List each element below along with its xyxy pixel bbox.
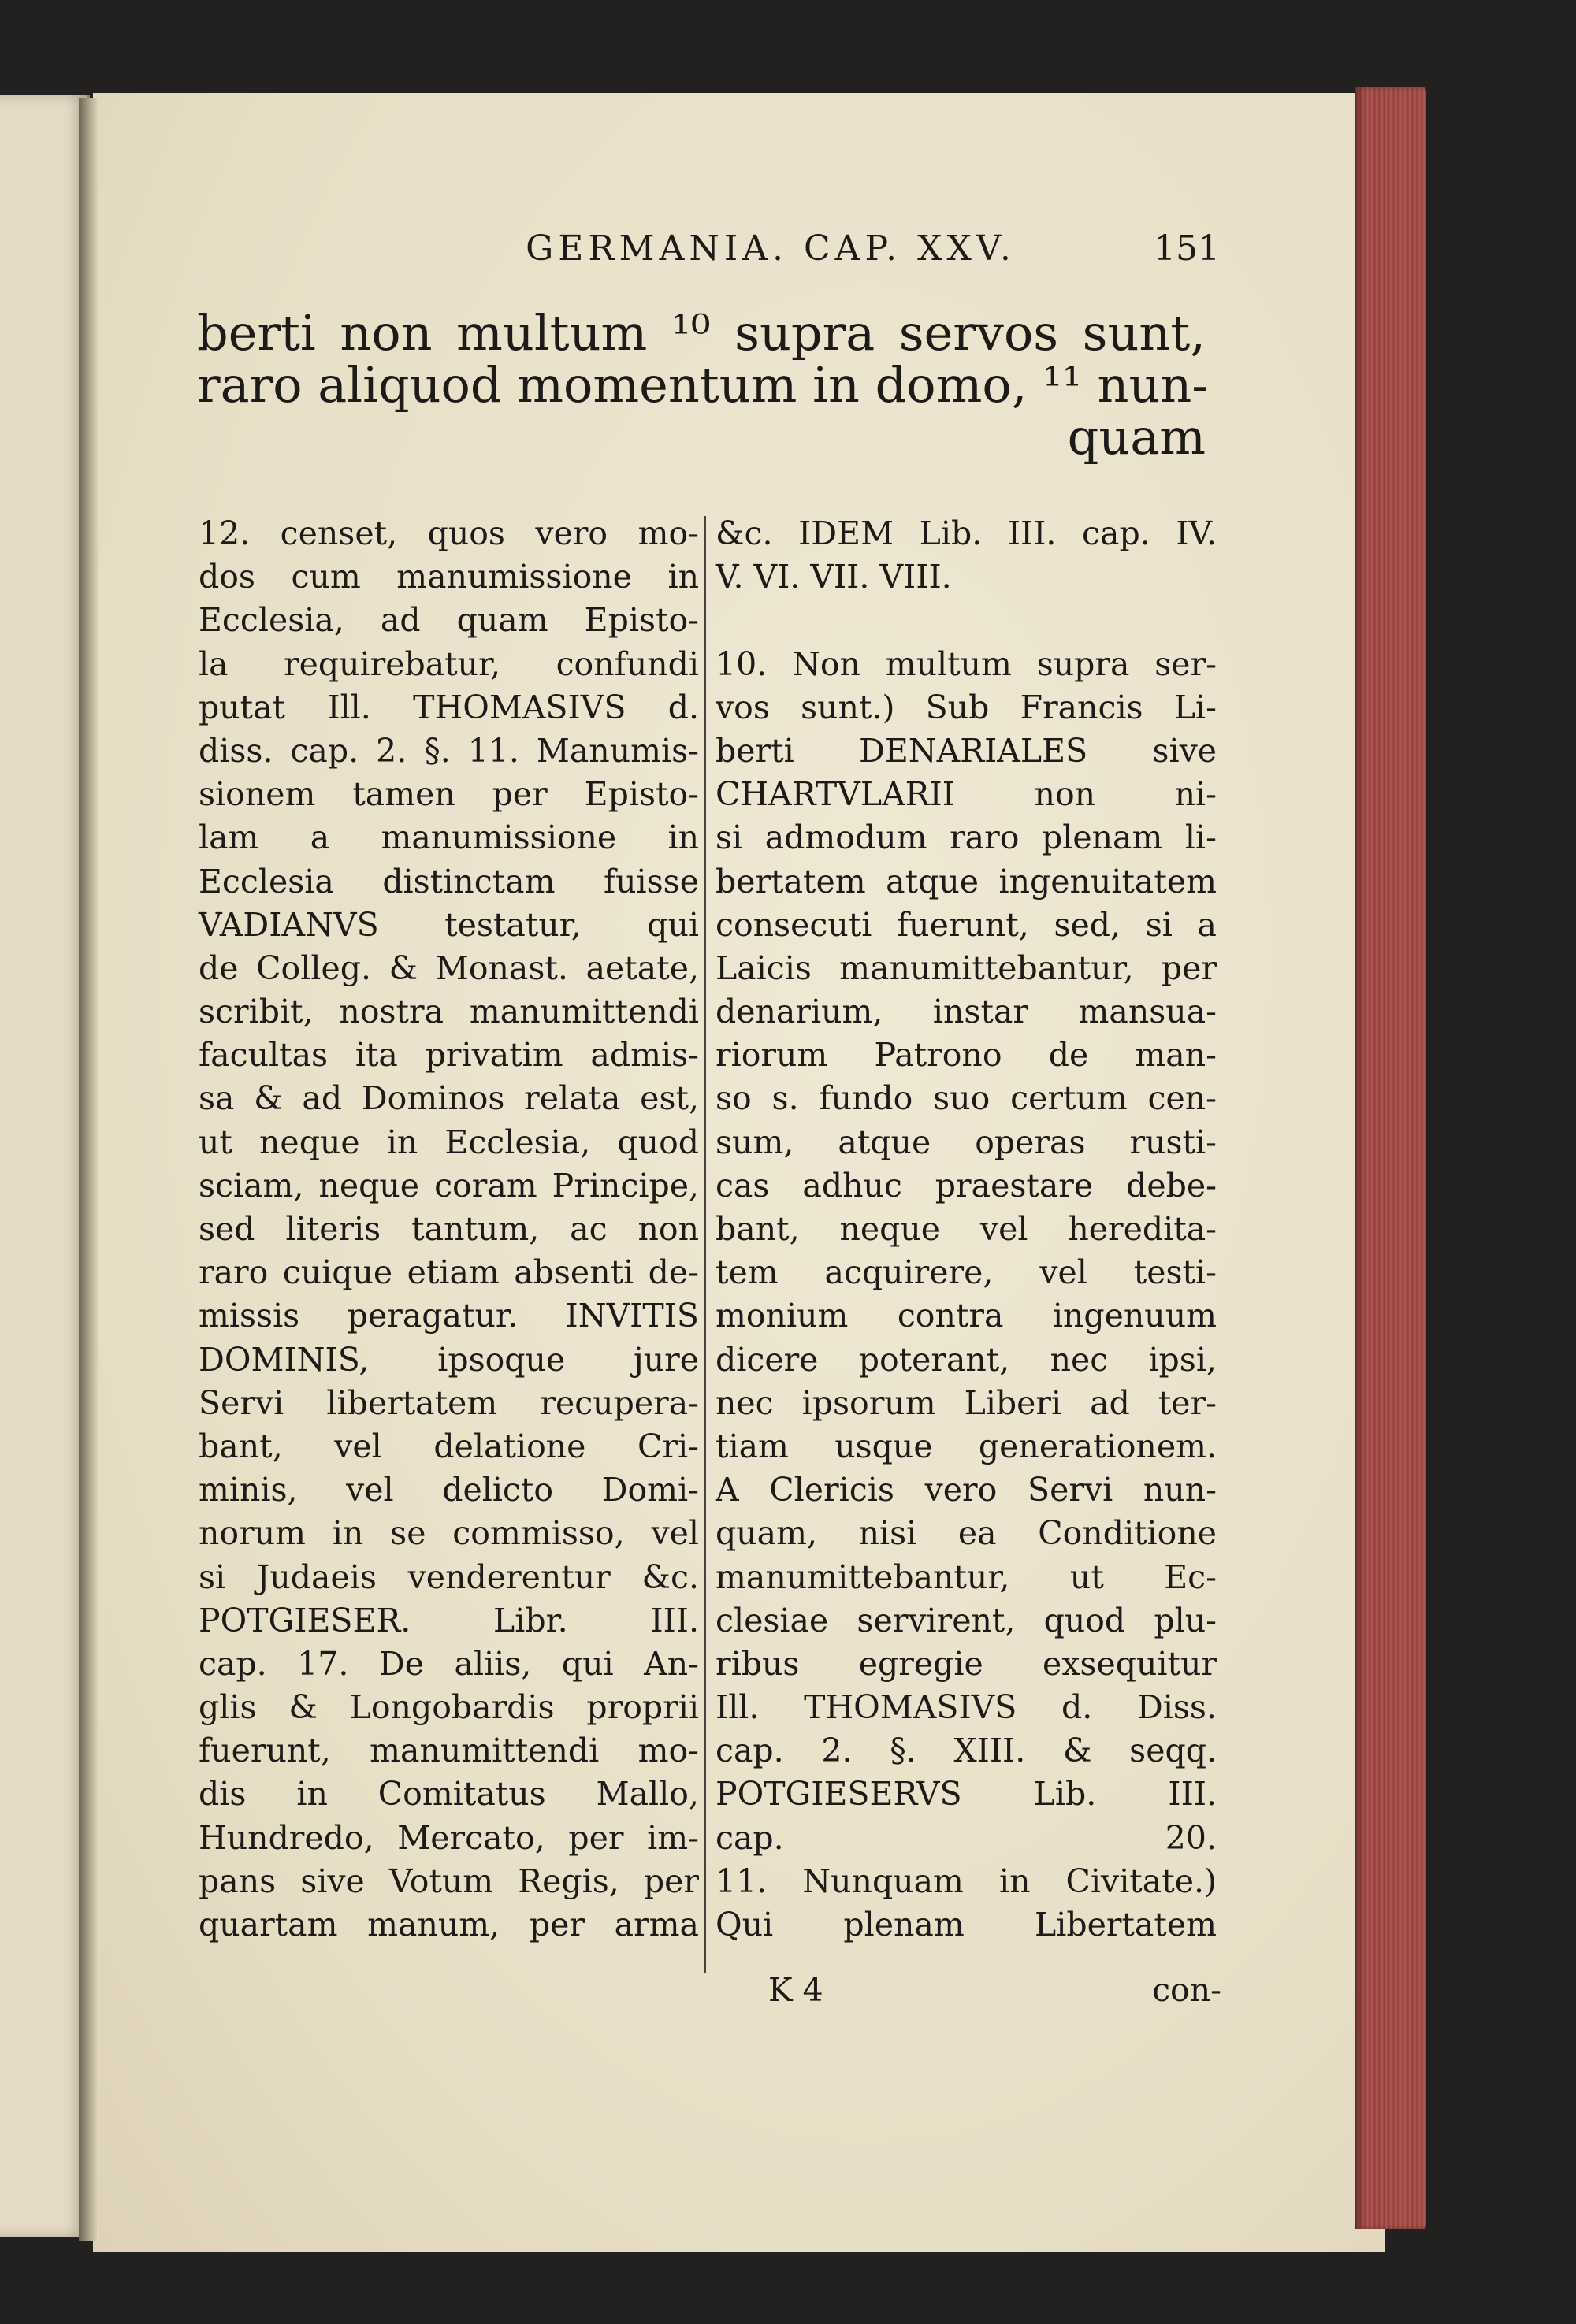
note-line: DOMINIS, ipsoque jure	[199, 1340, 699, 1379]
note-line: VADIANVS testatur, qui	[199, 905, 699, 944]
note-line: vos sunt.) Sub Francis Li-	[716, 688, 1217, 726]
catchword: con-	[1152, 1971, 1221, 2009]
note-line: sciam, neque coram Principe,	[199, 1166, 699, 1205]
note-line: sionem tamen per Episto-	[199, 775, 699, 814]
note-line: la requirebatur, confundi	[199, 644, 699, 683]
main-text-line: berti non multum ¹⁰ supra servos sunt,	[197, 304, 1206, 362]
note-line: so s. fundo suo certum cen-	[716, 1079, 1217, 1118]
note-line: &c. IDEM Lib. III. cap. IV.	[716, 514, 1217, 552]
note-line: berti DENARIALES sive	[716, 731, 1217, 770]
note-line: sa & ad Dominos relata est,	[199, 1079, 699, 1118]
note-line: monium contra ingenuum	[716, 1297, 1217, 1335]
paragraph-gap	[716, 599, 1217, 642]
note-line: sed literis tantum, ac non	[199, 1210, 699, 1248]
note-line: clesiae servirent, quod plu-	[716, 1601, 1217, 1639]
previous-page-edge	[0, 95, 90, 2237]
note-line: Qui plenam Libertatem	[716, 1906, 1217, 1943]
note-line: 11. Nunquam in Civitate.)	[716, 1862, 1217, 1900]
note-line: facultas ita privatim admis-	[199, 1036, 699, 1075]
note-line: Ecclesia, ad quam Episto-	[199, 601, 699, 640]
note-line: diss. cap. 2. §. 11. Manumis-	[199, 731, 699, 770]
note-line: minis, vel delicto Domi-	[199, 1471, 699, 1509]
note-line: manumittebantur, ut Ec-	[716, 1557, 1217, 1596]
note-line: Servi libertatem recupera-	[199, 1383, 699, 1422]
main-text-line: raro aliquod momentum in domo, ¹¹ nun-	[197, 356, 1209, 414]
note-line: denarium, instar mansua-	[716, 993, 1217, 1031]
note-line: si Judaeis venderentur &c.	[199, 1557, 699, 1596]
note-line: putat Ill. THOMASIVS d.	[199, 688, 699, 726]
main-text-line: quam	[1067, 408, 1206, 466]
note-line: ut neque in Ecclesia, quod	[199, 1123, 699, 1161]
book-gutter	[79, 98, 99, 2241]
note-line: POTGIESERVS Lib. III.	[716, 1775, 1217, 1814]
note-line: tem acquirere, vel testi-	[716, 1253, 1217, 1292]
note-line: si admodum raro plenam li-	[716, 819, 1217, 857]
right-notes-column	[716, 512, 1217, 1947]
note-line: raro cuique etiam absenti de-	[199, 1253, 699, 1292]
note-line: nec ipsorum Liberi ad ter-	[716, 1383, 1217, 1422]
note-line: quartam manum, per arma	[199, 1906, 699, 1943]
note-line: Ill. THOMASIVS d. Diss.	[716, 1688, 1217, 1727]
note-line: de Colleg. & Monast. aetate,	[199, 949, 699, 987]
note-line: 10. Non multum supra ser-	[716, 644, 1217, 683]
note-line: fuerunt, manumittendi mo-	[199, 1732, 699, 1770]
note-line: scribit, nostra manumittendi	[199, 993, 699, 1031]
note-line: cas adhuc praestare debe-	[716, 1166, 1217, 1205]
note-line: Ecclesia distinctam fuisse	[199, 862, 699, 900]
note-line: CHARTVLARII non ni-	[716, 775, 1217, 814]
note-line: norum in se commisso, vel	[199, 1514, 699, 1553]
red-page-edges	[1355, 87, 1426, 2229]
note-line: dicere poterant, nec ipsi,	[716, 1340, 1217, 1379]
note-line: dis in Comitatus Mallo,	[199, 1775, 699, 1814]
note-line: lam a manumissione in	[199, 819, 699, 857]
note-line: missis peragatur. INVITIS	[199, 1297, 699, 1335]
signature-mark: K 4	[768, 1971, 823, 2009]
note-line: bant, vel delatione Cri-	[199, 1427, 699, 1465]
note-line: ribus egregie exsequitur	[716, 1644, 1217, 1683]
running-title: GERMANIA. CAP. XXV.	[526, 228, 1016, 269]
main-text	[197, 304, 1209, 466]
note-line: cap. 2. §. XIII. & seqq.	[716, 1732, 1217, 1770]
running-head	[0, 228, 1576, 284]
column-divider	[704, 516, 706, 1973]
note-line: POTGIESER. Libr. III.	[199, 1601, 699, 1639]
note-line: 12. censet, quos vero mo-	[199, 514, 699, 552]
note-line: tiam usque generationem.	[716, 1427, 1217, 1465]
note-line: Hundredo, Mercato, per im-	[199, 1818, 699, 1857]
note-line: sum, atque operas rusti-	[716, 1123, 1217, 1161]
note-line: V. VI. VII. VIII.	[716, 558, 952, 596]
note-line: bertatem atque ingenuitatem	[716, 862, 1217, 900]
note-line: cap. 17. De aliis, qui An-	[199, 1644, 699, 1683]
page-number: 151	[1154, 228, 1220, 269]
note-line: consecuti fuerunt, sed, si a	[716, 905, 1217, 944]
note-line: pans sive Votum Regis, per	[199, 1862, 699, 1900]
note-line: glis & Longobardis proprii	[199, 1688, 699, 1727]
note-line: A Clericis vero Servi nun-	[716, 1471, 1217, 1509]
note-line: cap. 20.	[716, 1818, 1217, 1857]
left-notes-column	[199, 512, 699, 1947]
note-line: bant, neque vel heredita-	[716, 1210, 1217, 1248]
note-line: quam, nisi ea Conditione	[716, 1514, 1217, 1553]
note-line: Laicis manumittebantur, per	[716, 949, 1217, 987]
note-line: dos cum manumissione in	[199, 558, 699, 596]
note-line: riorum Patrono de man-	[716, 1036, 1217, 1075]
